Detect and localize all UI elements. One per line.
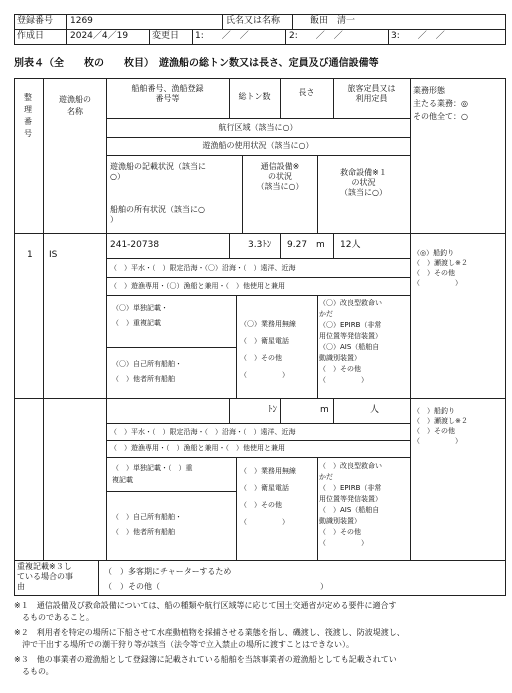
col-capacity: 旅客定員又は 利用定員	[347, 84, 396, 103]
row2-business[interactable]: （ ）船釣り （ ）瀬渡し※２ （ ）その他 （ ）	[413, 407, 468, 445]
col-record: 遊漁船の記載状況（該当に ○）	[110, 162, 206, 181]
col-ownership: 船舶の所有状況（該当に○ ）	[110, 205, 205, 224]
row1-no[interactable]: 1	[27, 250, 33, 260]
col-seiri: 整 理 番 号	[24, 93, 32, 138]
col-comm: 通信設備※ の状況 （該当に○）	[256, 162, 304, 191]
row2-tonnage[interactable]: ﾄﾝ	[268, 405, 278, 415]
change-date-2[interactable]: 2: ／ ／	[289, 31, 343, 41]
name-value[interactable]: 飯田 清一	[310, 16, 356, 26]
row2-capacity[interactable]: 人	[370, 405, 380, 415]
row2-ownership[interactable]: （ ）自己所有船舶・ （ ）他者所有船舶	[112, 513, 182, 536]
form-title: 別表４（全 枚の 枚目） 遊漁船の総トン数又は長さ、定員及び通信設備等	[14, 58, 379, 69]
row2-length[interactable]: m	[320, 405, 329, 415]
row1-ship-no[interactable]: 241-20738	[110, 240, 160, 250]
row1-ownership[interactable]: （〇）自己所有船舶・ （ ）他者所有船舶	[112, 360, 182, 383]
col-area: 航行区域（該当に○）	[218, 123, 298, 132]
note-2: ※２ 利用者を特定の場所に下船させて水産動植物を採捕させる業態を指し、磯渡し、筏渡し、防波堤渡し、 沖で干出する場所での潮干狩り等が該当（法令等で立入禁止の場所に渡すことはできない）。	[14, 628, 405, 649]
col-rescue: 救命設備※１ の状況 （該当に○）	[340, 168, 387, 197]
change-date-1[interactable]: 1: ／ ／	[195, 31, 249, 41]
duplicate-opt2[interactable]: （ ）その他（ ）	[104, 582, 328, 591]
row2-comm[interactable]: （ ）業務用無線 （ ）衛星電話 （ ）その他 （ ）	[240, 467, 296, 526]
col-ship-no: 船舶番号、漁船登録 番号等	[131, 84, 204, 103]
note-1: ※１ 通信設備及び救命設備については、船の種類や航行区域等に応じて国土交通省が定める要件に適合す るものであること。	[14, 601, 397, 622]
duplicate-label: 重複記載※３し ている場合の事 由	[17, 562, 73, 591]
row2-rescue[interactable]: （ ）改良型救命い かだ （ ）EPIRB（非常 用位置等発信装置） （ ）AIS（船舶自 動識別装置） （ ）その他 （ ）	[319, 462, 382, 547]
row2-record[interactable]: （ ）単独記載・（ ）重 複記載	[112, 464, 193, 484]
row1-name[interactable]: IS	[49, 250, 58, 260]
row1-comm[interactable]: （〇）業務用無線 （ ）衛星電話 （ ）その他 （ ）	[240, 320, 296, 379]
col-name: 遊漁船の 名称	[59, 95, 91, 116]
row1-business[interactable]: （◎）船釣り （ ）瀬渡し※２ （ ）その他 （ ）	[413, 249, 468, 287]
row1-capacity[interactable]: 12人	[340, 240, 361, 250]
reg-no-label: 登録番号	[17, 16, 54, 26]
row1-length[interactable]: 9.27 m	[287, 240, 325, 250]
created-label: 作成日	[17, 31, 45, 41]
row2-usage[interactable]: （ ）遊漁専用・（ ）漁船と兼用・（ ）他使用と兼用	[110, 444, 285, 452]
row1-area[interactable]: （ ）平水・（ ）限定沿海・（〇）沿海・（ ）遠洋、近海	[110, 264, 296, 272]
col-length: 長さ	[298, 88, 315, 97]
created-value[interactable]: 2024／4／19	[70, 31, 129, 41]
row1-tonnage[interactable]: 3.3ﾄﾝ	[248, 240, 272, 250]
col-usage: 遊漁船の使用状況（該当に○）	[202, 141, 314, 150]
changed-label: 変更日	[152, 31, 180, 41]
row1-usage[interactable]: （ ）遊漁専用・（〇）漁船と兼用・（ ）他使用と兼用	[110, 282, 285, 290]
reg-no-value[interactable]: 1269	[70, 16, 93, 26]
note-3: ※３ 他の事業者の遊漁船として登録簿に記載されている船舶を当該事業者の遊漁船としても記載されてい るもの。	[14, 655, 397, 676]
col-tonnage: 総トン数	[238, 92, 271, 101]
duplicate-opt1[interactable]: （ ）多客期にチャーターするため	[104, 567, 232, 576]
row2-area[interactable]: （ ）平水・（ ）限定沿海・（ ）沿海・（ ）遠洋、近海	[110, 428, 296, 436]
row1-record[interactable]: （〇）単独記載・ （ ）重複記載	[112, 304, 168, 327]
col-business-type: 業務形態 主たる業務：◎ その他全て：○	[413, 86, 468, 121]
row1-rescue[interactable]: （〇）改良型救命い かだ （〇）EPIRB（非常 用位置等発信装置） （〇）AIS（船舶自 動識別装置） （ ）その他 （ ）	[319, 299, 382, 384]
change-date-3[interactable]: 3: ／ ／	[391, 31, 445, 41]
name-label: 氏名又は名称	[226, 16, 281, 26]
